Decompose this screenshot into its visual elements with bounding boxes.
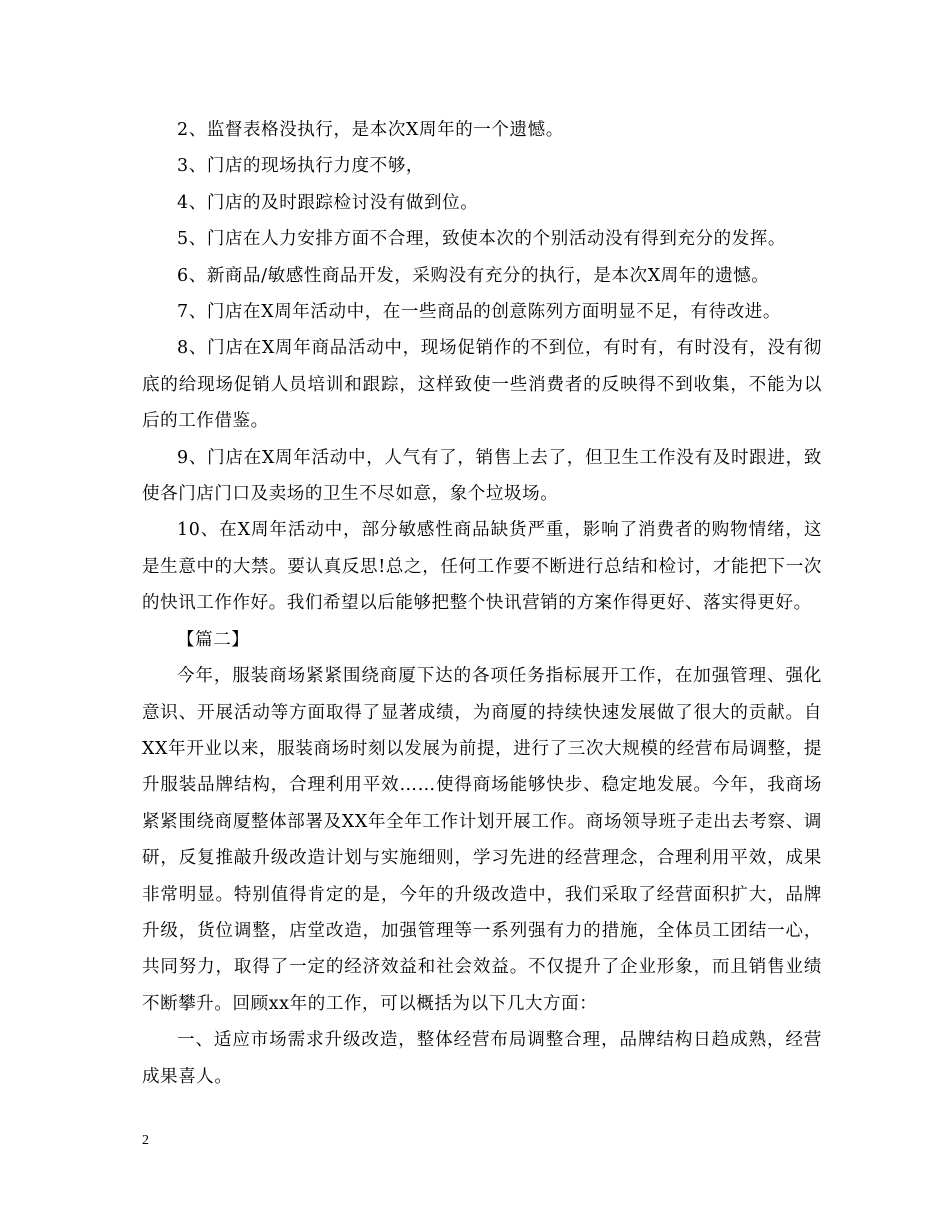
paragraph-item-3: 3、门店的现场执行力度不够， [177, 156, 425, 177]
section-heading: 【篇二】 [177, 629, 250, 650]
paragraph-item-2: 2、监督表格没执行，是本次X周年的一个遗憾。 [177, 120, 564, 140]
paragraph-point-one: 一、适应市场需求升级改造，整体经营布局调整合理，品牌结构日趋成熟，经营成果喜人。 [142, 1030, 822, 1087]
paragraph-item-6: 6、新商品/敏感性商品开发，采购没有充分的执行，是本次X周年的遗憾。 [177, 265, 770, 286]
paragraph-intro: 今年，服装商场紧紧围绕商厦下达的各项任务指标展开工作，在加强管理、强化意识、开展活动等方面取得了显著成绩，为商厦的持续快速发展做了很大的贡献。自XX年开业以来，服装商场时刻以发展为前提，进行了三次大规模的经营布局调整，提升服装品牌结构，合理利用平效……使得商场能够快步、稳定地发展。今年，我商场紧紧围绕商厦整体部署及XX年全年工作计划开展工作。商场领导班子走出去考察、调研，反复推敲升级改造计划与实施细则，学习先进的经营理念，合理利用平效，成果非常明显。特别值得肯定的是，今年的升级改造中，我们采取了经营面积扩大，品牌升级，货位调整，店堂改造，加强管理等一系列强有力的措施，全体员工团结一心，共同努力，取得了一定的经济效益和社会效益。不仅提升了企业形象，而且销售业绩不断攀升。回顾xx年的工作，可以概括为以下几大方面： [142, 666, 822, 1014]
paragraph-item-9: 9、门店在X周年活动中，人气有了，销售上去了，但卫生工作没有及时跟进，致使各门店门口及卖场的卫生不尽如意，象个垃圾场。 [142, 447, 822, 505]
paragraph-item-10: 10、在X周年活动中，部分敏感性商品缺货严重，影响了消费者的购物情绪，这是生意中的大禁。要认真反思!总之，任何工作要不断进行总结和检讨，才能把下一次的快讯工作作好。我们希望以后能够把整个快讯营销的方案作得更好、落实得更好。 [142, 520, 822, 614]
paragraph-item-5: 5、门店在人力安排方面不合理，致使本次的个别活动没有得到充分的发挥。 [177, 229, 787, 250]
paragraph-item-7: 7、门店在X周年活动中，在一些商品的创意陈列方面明显不足，有待改进。 [177, 302, 781, 323]
document-body [142, 112, 822, 1095]
page-number: 2 [142, 1133, 149, 1148]
paragraph-item-8: 8、门店在X周年商品活动中，现场促销作的不到位，有时有，有时没有，没有彻底的给现场促销人员培训和跟踪，这样致使一些消费者的反映得不到收集，不能为以后的工作借鉴。 [142, 338, 822, 432]
paragraph-item-4: 4、门店的及时跟踪检讨没有做到位。 [177, 192, 479, 213]
